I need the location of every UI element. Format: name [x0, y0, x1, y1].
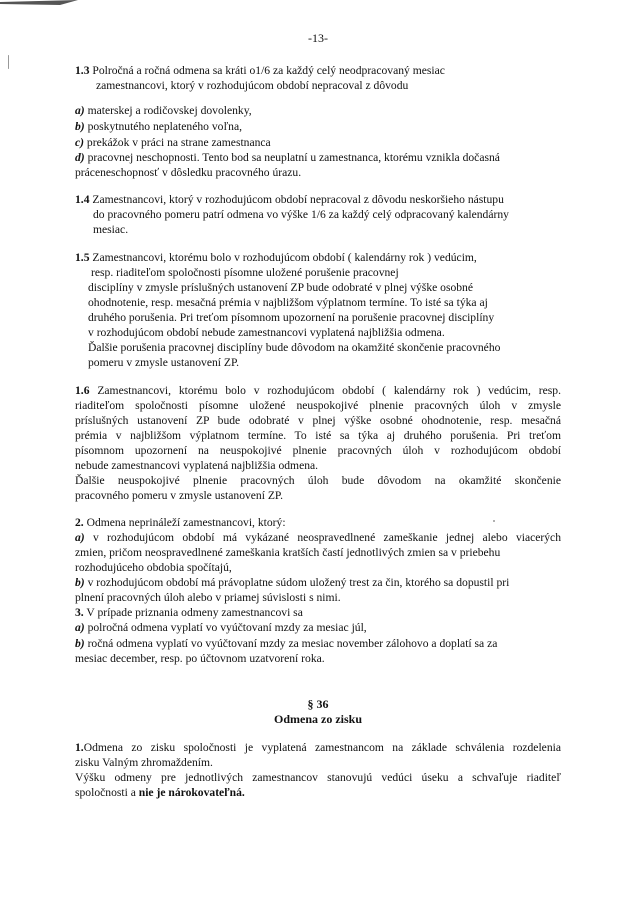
section-3-b-line-2: mesiac december, resp. po účtovnom uzatvorení roka.	[75, 652, 325, 665]
section-36-1-number: 1.	[75, 741, 84, 754]
section-1-4-line-3: mesiac.	[93, 223, 129, 236]
list-item-d-continued: práceneschopnosť v dôsledku pracovného úrazu.	[75, 166, 302, 179]
section-1-5-number: 1.5	[75, 251, 90, 264]
section-1-6-line-2: riaditeľom spoločnosti písomne uložené neuspokojivé plnenie pracovných úloh v zmysle	[75, 399, 561, 412]
section-3-a-text: polročná odmena vyplatí vo vyúčtovaní mzdy za mesiac júl,	[84, 621, 367, 634]
section-2-heading-text: Odmena neprináleží zamestnancovi, ktorý:	[83, 516, 286, 529]
section-1-6-line-3: príslušných ustanovení ZP bude odobraté v plnej výške osobné ohodnotenie, resp. mesačná	[75, 414, 561, 427]
section-36-sign: § 36	[307, 697, 329, 711]
list-item-d	[75, 151, 500, 165]
section-1-6-line-6: nebude zamestnancovi vyplatená najbližšia odmena.	[75, 459, 319, 472]
section-1-4-line-2: do pracovného pomeru patrí odmena vo výške 1/6 za každý celý odpracovaný kalendárny	[93, 208, 509, 221]
section-3-number: 3.	[75, 606, 84, 619]
section-2-b-line-2: plnení pracovných úloh alebo v priamej súvislosti s nimi.	[75, 591, 341, 604]
list-text-c: prekážok v práci na strane zamestnanca	[84, 136, 271, 149]
section-3-heading	[75, 606, 303, 620]
list-text-b: poskytnutého neplateného voľna,	[84, 120, 242, 133]
list-text-a: materskej a rodičovskej dovolenky,	[84, 104, 252, 117]
section-2-a-line-3: rozhodujúceho obdobia spočítajú,	[75, 561, 232, 574]
section-1-6-line-4: prémia v najbližšom výplatnom termíne. To isté sa týka aj druhého porušenia. Pri treťom	[75, 429, 561, 442]
section-1-5-line-4: ohodnotenie, resp. mesačná prémia v najbližšom výplatnom termíne. To isté sa týka aj	[88, 296, 488, 309]
section-2-heading	[75, 516, 286, 530]
section-2-marker-a: a)	[75, 531, 85, 544]
section-2-b-text: v rozhodujúcom období má právoplatne súdom uložený trest za čin, ktorého sa dopustil pri	[84, 576, 510, 589]
section-2-marker-b: b)	[75, 576, 85, 589]
section-3-b-line-1	[75, 637, 497, 651]
list-marker-c: c)	[75, 136, 85, 149]
section-1-5-line-2: resp. riaditeľom spoločnosti písomne uložené porušenie pracovnej	[91, 266, 399, 279]
section-1-5-line-3: disciplíny v zmysle príslušných ustanovení ZP bude odobraté v plnej výške osobné	[88, 281, 474, 294]
section-1-6-line-8: pracovného pomeru v zmysle ustanovení ZP.	[75, 489, 283, 502]
section-36-1-line-3: Výšku odmeny pre jednotlivých zamestnancov stanovujú vedúci úseku a schvaľuje riaditeľ	[75, 771, 561, 784]
section-1-3-line-2: zamestnancovi, ktorý v rozhodujúcom období nepracoval z dôvodu	[96, 79, 409, 92]
section-3-heading-text: V prípade priznania odmeny zamestnancovi sa	[83, 606, 303, 619]
section-36-1-line-4-bold: nie je nárokovateľná.	[138, 786, 245, 799]
list-text-d: pracovnej neschopnosti. Tento bod sa neuplatní u zamestnanca, ktorému vznikla dočasná	[84, 151, 500, 164]
list-item-c	[75, 136, 271, 150]
section-36-1-text: Odmena zo zisku spoločnosti je vyplatená zamestnancom na základe schválenia rozdelenia	[83, 741, 561, 754]
list-marker-a: a)	[75, 104, 85, 117]
scan-speck-left	[8, 55, 9, 69]
section-1-6-text: Zamestnancovi, ktorému bolo v rozhodujúcom období ( kalendárny rok ) vedúcim, resp.	[89, 384, 561, 397]
section-1-3-number: 1.3	[75, 64, 90, 77]
section-1-3-text: Polročná a ročná odmena sa kráti o1/6 za každý celý neodpracovaný mesiac	[89, 64, 445, 77]
section-2-a-line-1	[75, 531, 561, 545]
section-1-6-line-1	[75, 384, 561, 398]
section-36-1-line-4	[75, 786, 245, 800]
section-2-number: 2.	[75, 516, 84, 529]
section-36-1-line-4-text: spoločnosti a	[75, 786, 139, 799]
section-1-6-line-5: písomnom upozornení na neuspokojivé plnenie pracovných úloh v rozhodujúcom období	[75, 444, 561, 457]
section-1-5-text: Zamestnancovi, ktorému bolo v rozhodujúcom období ( kalendárny rok ) vedúcim,	[89, 251, 477, 264]
list-item-b	[75, 120, 242, 134]
section-1-5-line-7: Ďalšie porušenia pracovnej disciplíny bude dôvodom na okamžité skončenie pracovného	[88, 341, 501, 354]
section-1-3-line-1	[75, 64, 445, 78]
section-2-b-line-1	[75, 576, 509, 590]
list-marker-d: d)	[75, 151, 85, 164]
section-1-5-line-8: pomeru v zmysle ustanovení ZP.	[88, 356, 240, 369]
section-2-a-text: v rozhodujúcom období má vykázané neospravedlnené zameškanie jednej alebo viacerých	[84, 531, 561, 544]
section-3-b-text: ročná odmena vyplatí vo vyúčtovaní mzdy za mesiac november zálohovo a doplatí sa za	[84, 637, 498, 650]
section-1-4-line-1	[75, 193, 504, 207]
page-number: -13-	[308, 31, 328, 45]
section-1-4-text: Zamestnancovi, ktorý v rozhodujúcom období nepracoval z dôvodu neskoršieho nástupu	[89, 193, 504, 206]
section-3-a	[75, 621, 367, 635]
list-marker-b: b)	[75, 120, 85, 133]
section-3-marker-b: b)	[75, 637, 85, 650]
section-1-6-number: 1.6	[75, 384, 90, 397]
section-1-5-line-1	[75, 251, 477, 265]
section-36-1-line-2: zisku Valným zhromaždením.	[75, 756, 213, 769]
section-36-title: Odmena zo zisku	[273, 712, 362, 726]
list-item-a	[75, 104, 252, 118]
section-1-5-line-6: v rozhodujúcom období nebude zamestnancovi vyplatená najbližšia odmena.	[88, 326, 445, 339]
section-1-5-line-5: druhého porušenia. Pri treťom písomnom upozornení na porušenie pracovnej disciplíny	[88, 311, 495, 324]
section-1-4-number: 1.4	[75, 193, 90, 206]
section-1-6-line-7: Ďalšie neuspokojivé plnenie pracovných úloh bude dôvodom na okamžité skončenie	[75, 474, 561, 487]
scan-speck	[493, 520, 495, 522]
section-3-marker-a: a)	[75, 621, 85, 634]
section-2-a-line-2: zmien, pričom neospravedlnené zameškania kratších častí jednotlivých zmien sa v priebehu	[75, 546, 501, 559]
section-36-1-line-1	[75, 741, 561, 755]
scan-edge-mark	[0, 0, 80, 6]
